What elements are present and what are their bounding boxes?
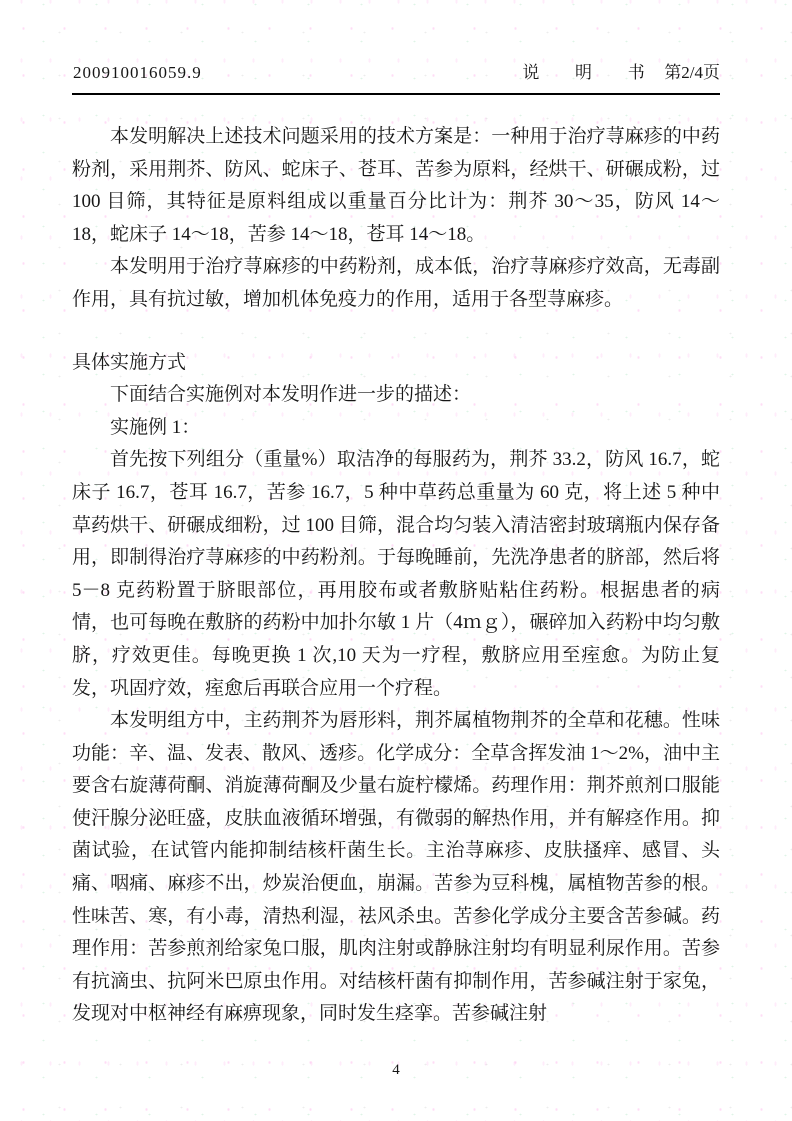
document-body [72, 121, 720, 1031]
page-footer [0, 1062, 792, 1079]
header-divider-rule [72, 93, 720, 95]
section-heading-implementation: 具体实施方式 [72, 351, 187, 373]
page-indicator: 第2/4页 [664, 63, 720, 82]
paragraph-benefits: 本发明用于治疗荨麻疹的中药粉剂，成本低，治疗荨麻疹疗效高，无毒副作用，具有抗过敏，增加机体免疫力的作用，适用于各型荨麻疹。 [72, 256, 720, 310]
document-type-label: 说 明 书 [522, 63, 655, 82]
paragraph-technical-solution: 本发明解决上述技术问题采用的技术方案是：一种用于治疗荨麻疹的中药粉剂，采用荆芥、防风、蛇床子、苍耳、苦参为原料，经烘干、研碾成粉，过 100 目筛，其特征是原料组成以重量百分比计为：荆芥 30～35，防风 14～18，蛇床子 14～18，苦参 14～18，苍耳 14～18。 [72, 126, 720, 245]
paragraph-intro-examples: 下面结合实施例对本发明作进一步的描述： [110, 384, 472, 406]
application-number: 200910016059.9 [73, 63, 202, 82]
footer-page-number: 4 [392, 1062, 400, 1078]
header-right [522, 58, 720, 83]
paragraph-example-1-method: 首先按下列组分（重量%）取洁净的每服药为，荆芥 33.2，防风 16.7，蛇床子 16.7，苍耳 16.7，苦参 16.7，5 种中草药总重量为 60 克，将上述 5 种中草药烘干、研碾成细粉，过 100 目筛，混合均匀装入清洁密封玻璃瓶内保存备用，即制得治疗荨麻疹的中药粉剂。于每晚睡前，先洗净患者的脐部，然后将 5－8 克药粉置于脐眼部位，再用胶布或者敷脐贴粘住药粉。根据患者的病情，也可每晚在敷脐的药粉中加扑尔敏 1 片（4ｍｇ），碾碎加入药粉中均匀敷脐，疗效更佳。每晚更换 1 次,10 天为一疗程，敷脐应用至痓愈。为防止复发，巩固疗效，痓愈后再联合应用一个疗程。 [72, 449, 720, 699]
paragraph-example-1-label: 实施例 1： [110, 416, 201, 438]
paragraph-pharmacology: 本发明组方中，主药荆芥为唇形料，荆芥属植物荆芥的全草和花穗。性味功能：辛、温、发表、散风、透疹。化学成分：全草含挥发油 1～2%，油中主要含右旋薄荷酮、消旋薄荷酮及少量右旋柠檬烯。药理作用：荆芥煎剂口服能使汗腺分泌旺盛，皮肤血液循环增强，有微弱的解热作用，并有解痉作用。抑菌试验，在试管内能抑制结核杆菌生长。主治荨麻疹、皮肤搔痒、感冒、头痛、咽痛、麻疹不出，炒炭治便血，崩漏。苦参为豆科槐，属植物苦参的根。性味苦、寒，有小毒，清热利湿，祛风杀虫。苦参化学成分主要含苦参碱。药理作用：苦参煎剂给家兔口服，肌肉注射或静脉注射均有明显利尿作用。苦参有抗滴虫、抗阿米巴原虫作用。对结核杆菌有抑制作用，苦参碱注射于家兔，发现对中枢神经有麻痹现象，同时发生痉挛。苦参碱注射 [72, 710, 720, 1025]
page-header [73, 58, 720, 83]
